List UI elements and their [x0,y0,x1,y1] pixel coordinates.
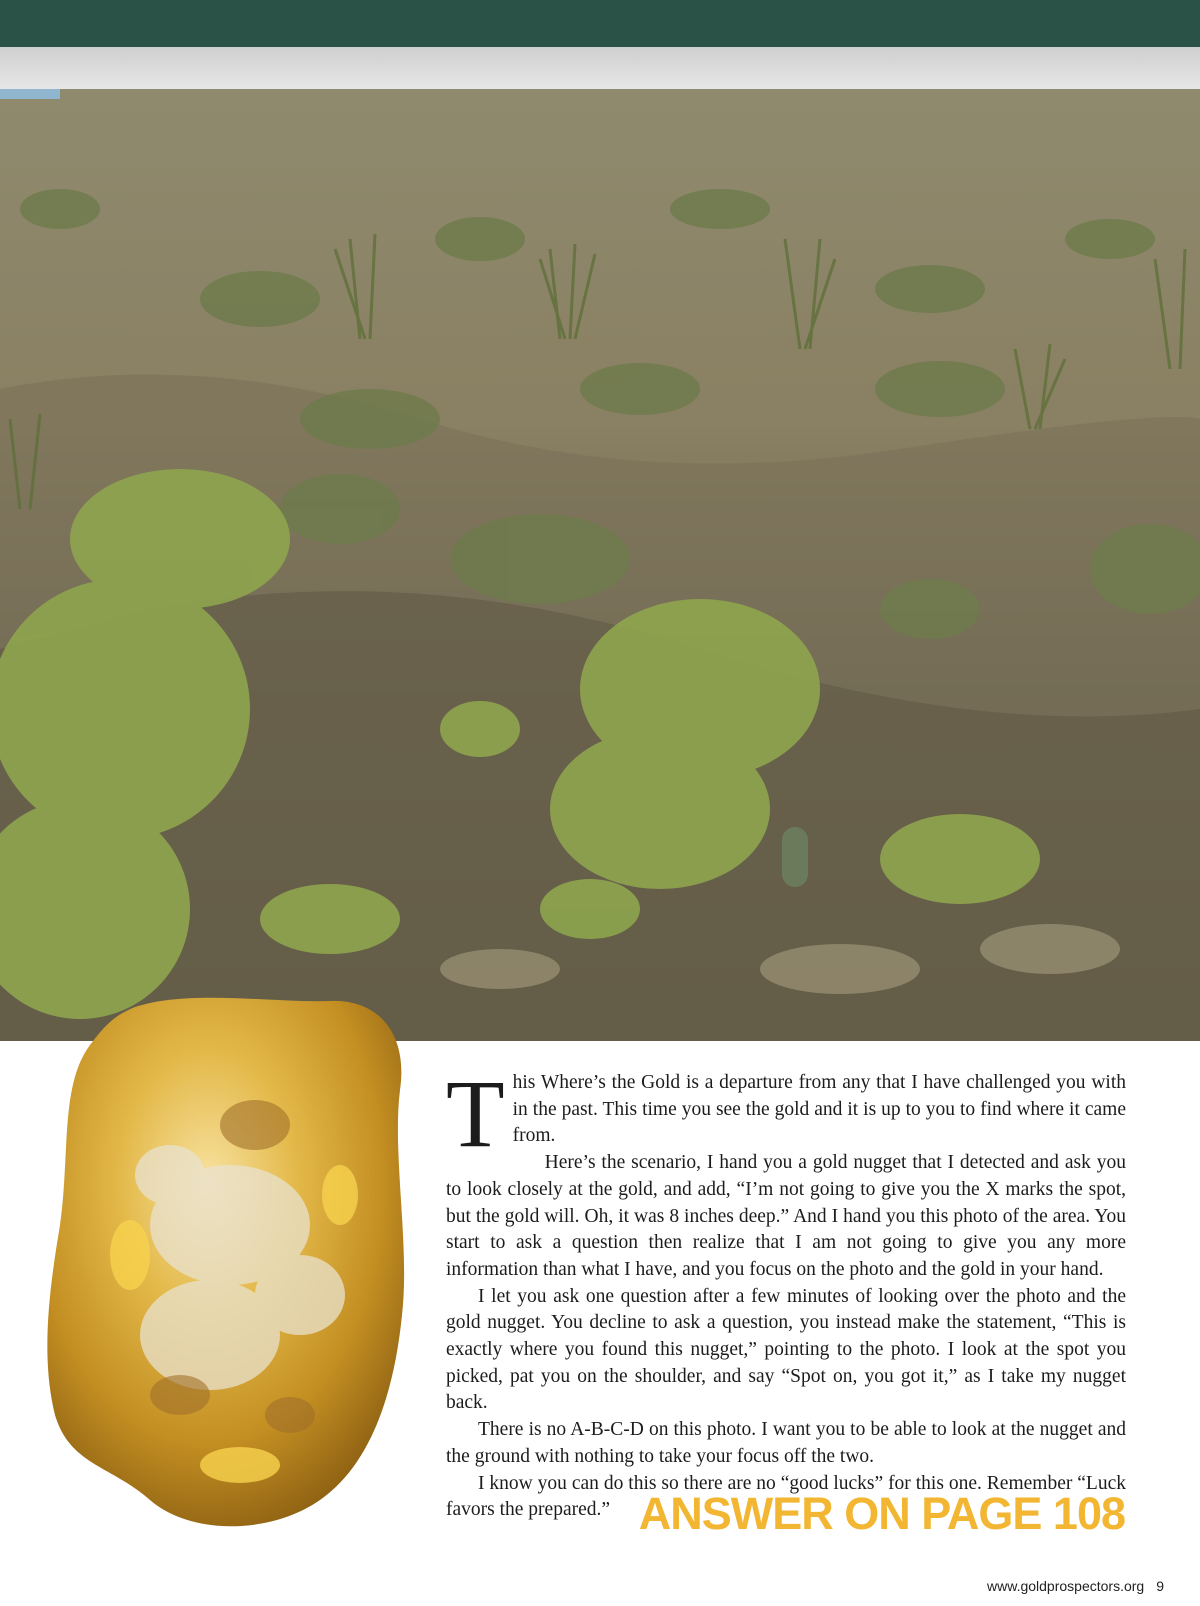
article-body [446,1060,1126,1524]
page-number: 9 [1156,1578,1164,1594]
article-paragraph: I let you ask one question after a few minutes of looking over the photo and the gold nugget. You decline to ask a question, you instead make the statement, “This is exactly where you found this nugget,” pointing to the photo. I look at the spot you picked, pat you on the shoulder, and say “Spot on, you got it,” as I take my nugget back. [446,1285,1126,1414]
article-paragraph: There is no A-B-C-D on this photo. I want you to be able to look at the nugget and the ground with nothing to take your focus off the two. [446,1419,1126,1467]
drop-cap: T [446,1060,505,1167]
header-band [0,47,1200,89]
answer-heading: ANSWER ON PAGE 108 [638,1488,1125,1539]
article-paragraph-text: his Where’s the Gold is a departure from any that I have challenged you with in the past. This time you see the gold and it is up to you to find where it came from. [512,1072,1126,1147]
gold-nugget-image [40,995,420,1530]
article-paragraph: I know you can do this so there are no “good lucks” for this one. Remember “Luck favors the prepared.” [446,1472,1126,1521]
desert-hillside-photo [0,89,1200,1041]
header-bar [0,0,1200,47]
article-paragraph: Here’s the scenario, I hand you a gold nugget that I detected and ask you to look closely at the gold, and add, “I’m not going to give you the X marks the spot, but the gold will. Oh, it was 8 inches deep.” And I hand you this photo of the area. You start to ask a question then realize that I am not going to give you any more information than what I have, and you focus on the photo and the gold in your hand. [446,1152,1126,1280]
article-paragraph [446,1060,1126,1167]
footer-url: www.goldprospectors.org [987,1578,1145,1594]
page-footer [987,1578,1164,1594]
